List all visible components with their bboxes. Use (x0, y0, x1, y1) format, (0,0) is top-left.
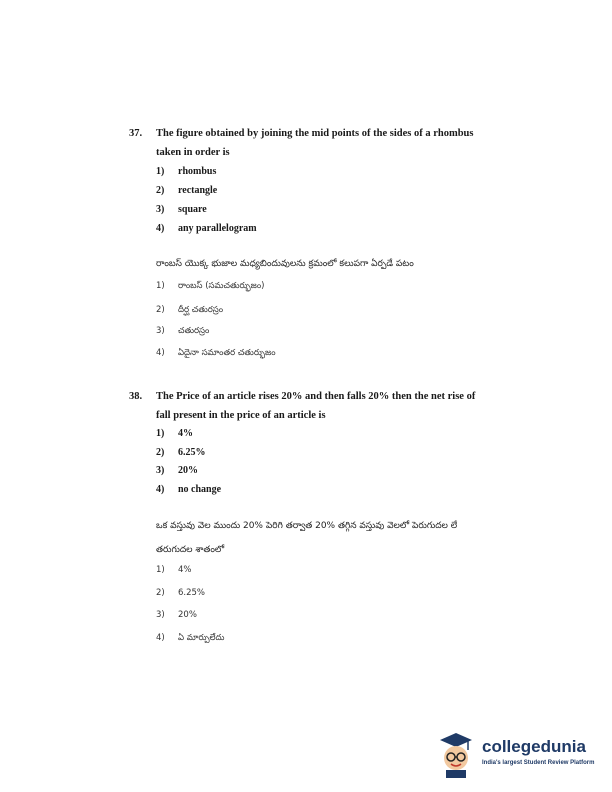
option-1: 1) rhombus (156, 166, 217, 177)
telugu-option-3: 3) చతురస్రం (156, 326, 210, 336)
telugu-option-2: 2) దీర్ఘ చతురస్రం (156, 305, 224, 315)
brand-tagline: India's largest Student Review Platform (482, 760, 595, 766)
telugu-option-3: 3) 20% (156, 610, 197, 620)
question-line: fall present in the price of an article is (156, 410, 326, 421)
telugu-question: రాంబస్ యొక్క భుజాల మధ్యబిందువులను క్రమంలో కలుపగా ఏర్పడే పటం (156, 259, 414, 269)
brand-name: collegedunia (482, 737, 586, 756)
question-number: 38. (129, 391, 143, 402)
option-2: 2) 6.25% (156, 447, 206, 458)
question-line: taken in order is (156, 147, 230, 158)
option-3: 3) square (156, 204, 207, 215)
telugu-question (156, 514, 486, 562)
telugu-question-line: ఒక వస్తువు వెల ముందు 20% పెరిగి తర్వాత 20% తగ్గిన వస్తువు వెలలో పెరుగుదల లే (156, 521, 458, 531)
telugu-option-1: 1) 4% (156, 565, 192, 575)
question-number: 37. (129, 128, 143, 139)
telugu-option-2: 2) 6.25% (156, 588, 206, 598)
option-1: 1) 4% (156, 428, 193, 439)
question-text (156, 387, 476, 425)
option-4: 4) no change (156, 484, 222, 495)
option-2: 2) rectangle (156, 185, 218, 196)
question-line: The figure obtained by joining the mid points of the sides of a rhombus (156, 128, 474, 139)
question-text (156, 124, 476, 162)
telugu-option-4: 4) ఏదైనా సమాంతర చతుర్భుజం (156, 348, 276, 358)
option-4: 4) any parallelogram (156, 223, 257, 234)
telugu-option-4: 4) ఏ మార్పులేదు (156, 633, 225, 643)
question-line: The Price of an article rises 20% and then falls 20% then the net rise of (156, 391, 476, 402)
option-3: 3) 20% (156, 465, 198, 476)
telugu-question-line: తరుగుదల శాతంలో (156, 545, 225, 555)
telugu-option-1: 1) రాంబస్ (సమచతుర్భుజం) (156, 281, 265, 291)
